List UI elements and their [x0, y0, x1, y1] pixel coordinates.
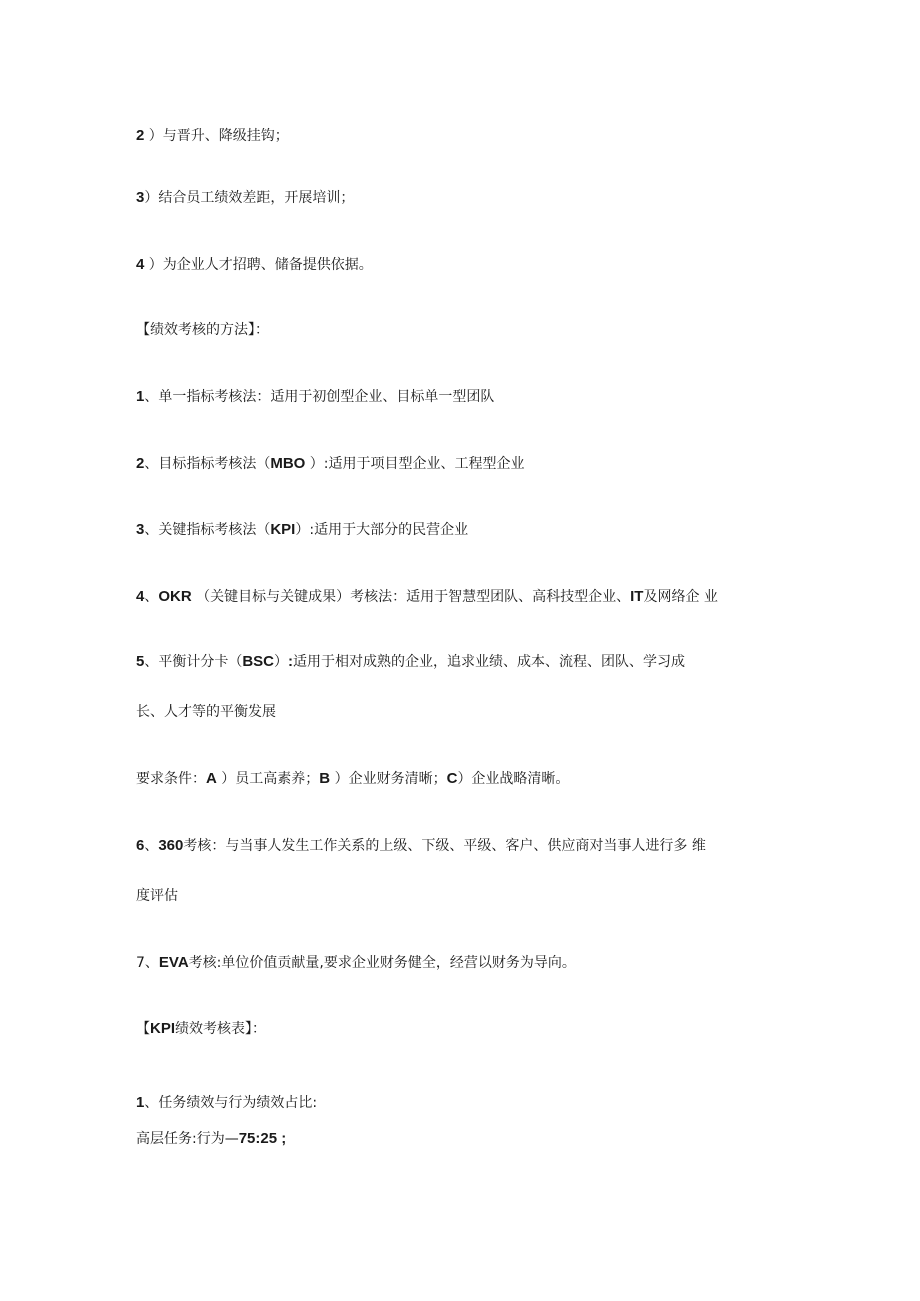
list-number: 6: [136, 837, 145, 854]
line-text: 、目标指标考核法（: [144, 456, 271, 472]
option-letter: A: [206, 770, 217, 787]
line-text: 适用于相对成熟的企业，追求业绩、成本、流程、团队、学习成: [293, 654, 686, 670]
option-letter: C: [446, 770, 458, 787]
line-text: 考核：与当事人发生工作关系的上级、下级、平级、客户、供应商对当事人进行多 维: [183, 838, 706, 854]
list-number: 1: [136, 388, 145, 405]
line-text: 考核:单位价值贡献量,要求企业财务健全，经营以财务为导向。: [188, 955, 576, 971]
text-line-1: [136, 126, 289, 146]
line-text: 要求条件：: [136, 771, 206, 787]
line-text: ）与晋升、降级挂钩；: [144, 128, 289, 144]
list-number: 3: [136, 189, 145, 206]
list-number: 3: [136, 521, 145, 538]
line-text: 、: [144, 838, 159, 854]
text-line-method-6-cont: [136, 886, 178, 906]
line-text: 7、: [136, 955, 159, 971]
line-text: 、任务绩效与行为绩效占比:: [144, 1095, 318, 1111]
text-line-method-5-cont: [136, 702, 276, 722]
abbreviation: MBO: [270, 455, 306, 472]
list-number: 5: [136, 653, 145, 670]
text-line-method-3: [136, 520, 468, 540]
heading-text: 【绩效考核的方法】：: [136, 322, 269, 338]
abbreviation: 360: [158, 837, 184, 854]
heading-text: 绩效考核表】：: [175, 1021, 267, 1037]
text-line-method-4: [136, 587, 718, 607]
line-text: 度评估: [136, 888, 178, 904]
list-number: 2: [136, 455, 145, 472]
list-number: 4: [136, 256, 145, 273]
section-heading-kpi-table: [136, 1019, 266, 1039]
line-text: 长、人才等的平衡发展: [136, 704, 276, 720]
text-line-method-5: [136, 652, 685, 672]
line-text: 、单一指标考核法：适用于初创型企业、目标单一型团队: [144, 389, 495, 405]
list-number: 2: [136, 127, 145, 144]
line-text: （关键目标与关键成果）考核法：适用于智慧型团队、高科技型企业、: [191, 589, 631, 605]
abbreviation: KPI: [150, 1020, 176, 1037]
line-text: 高层任务:行为—: [136, 1131, 239, 1147]
line-text: ）员工高素养；: [216, 771, 320, 787]
line-text: ）: [274, 654, 289, 670]
list-number: 1: [136, 1094, 145, 1111]
colon: :: [288, 653, 294, 670]
abbreviation: BSC: [242, 653, 275, 670]
line-text: ）:适用于项目型企业、工程型企业: [305, 456, 525, 472]
text-line-requirements: [136, 769, 569, 789]
abbreviation: EVA: [158, 954, 189, 971]
line-text: 、关键指标考核法（: [144, 522, 271, 538]
abbreviation: IT: [630, 588, 644, 605]
list-number: 4: [136, 588, 145, 605]
text-line-3: [136, 255, 373, 275]
abbreviation: KPI: [270, 521, 296, 538]
text-line-2: [136, 188, 354, 208]
line-text: 、: [144, 589, 159, 605]
line-text: ）企业财务清晰；: [330, 771, 447, 787]
line-text: 、平衡计分卡（: [144, 654, 243, 670]
text-line-senior-ratio: [136, 1129, 286, 1149]
heading-text: 【: [136, 1021, 150, 1037]
text-line-method-6: [136, 836, 706, 856]
ratio-value: 75:25 ;: [238, 1130, 287, 1147]
text-line-ratio: [136, 1093, 317, 1113]
line-text: ）结合员工绩效差距，开展培训；: [144, 190, 355, 206]
line-text: ）为企业人才招聘、储备提供依据。: [144, 257, 373, 273]
line-text: 及网络企 业: [643, 589, 718, 605]
section-heading-methods: [136, 320, 269, 340]
line-text: ）:适用于大部分的民营企业: [295, 522, 469, 538]
text-line-method-2: [136, 454, 525, 474]
text-line-method-7: [136, 953, 576, 973]
option-letter: B: [319, 770, 331, 787]
abbreviation: OKR: [158, 588, 192, 605]
text-line-method-1: [136, 387, 494, 407]
line-text: ）企业战略清晰。: [457, 771, 570, 787]
